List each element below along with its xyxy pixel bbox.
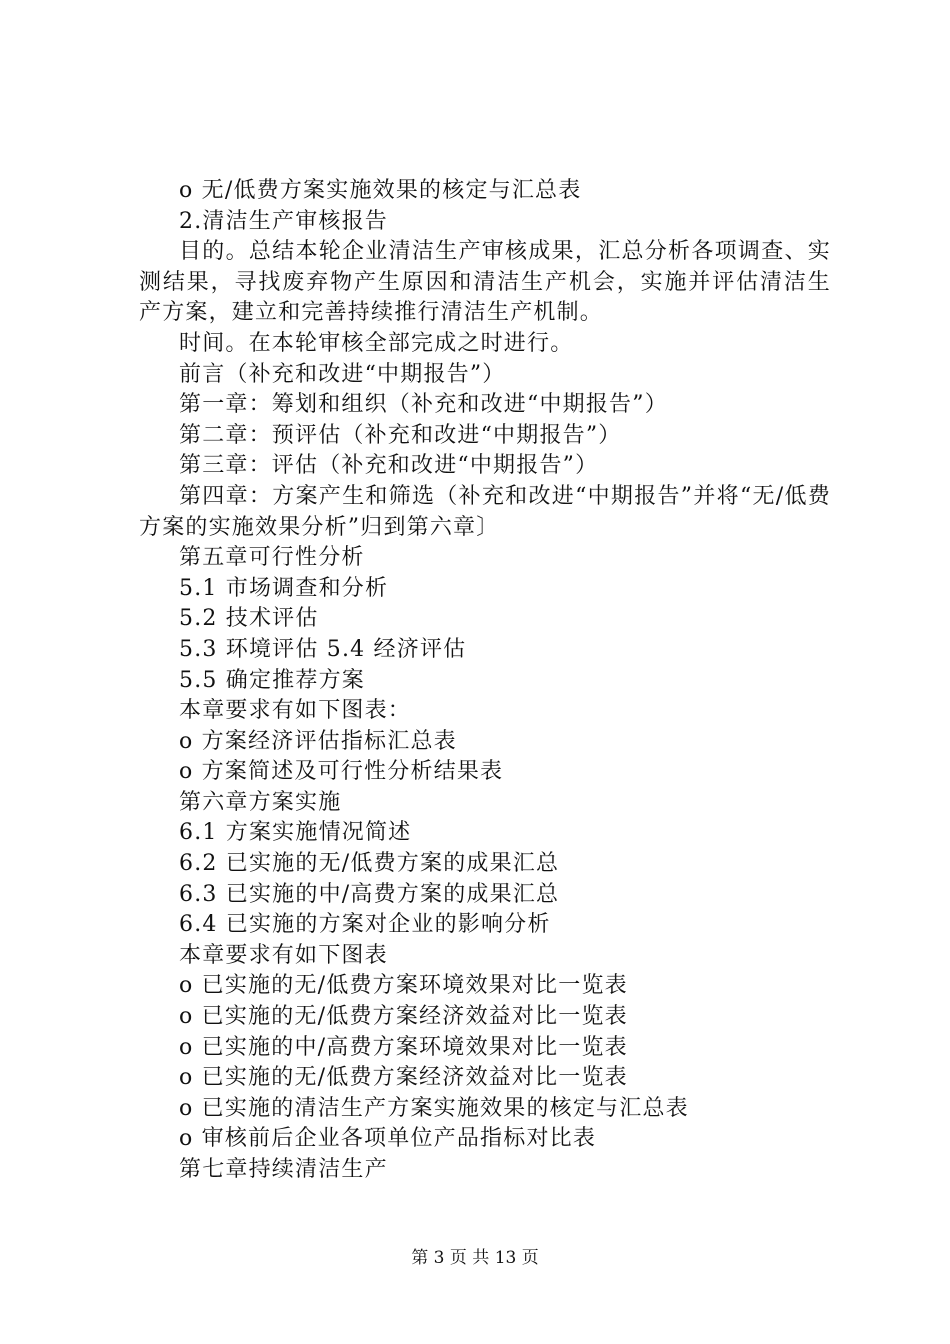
list-item: 5.1 市场调查和分析 bbox=[179, 575, 389, 601]
text-line: o 无/低费方案实施效果的核定与汇总表 bbox=[179, 178, 582, 203]
purpose-paragraph: 目的。总结本轮企业清洁生产审核成果，汇总分析各项调查、实测结果，寻找废弃物产生原因和清洁生产机会，实施并评估清洁生产方案，建立和完善持续推行清洁生产机制。 bbox=[139, 239, 831, 326]
chapter-heading: 第三章：评估（补充和改进“中期报告”） bbox=[179, 453, 599, 479]
list-item: 6.4 已实施的方案对企业的影响分析 bbox=[179, 912, 551, 938]
list-item: 6.2 已实施的无/低费方案的成果汇总 bbox=[179, 851, 560, 877]
list-item: 5.5 确定推荐方案 bbox=[179, 667, 365, 693]
chapter-heading: 第四章：方案产生和筛选（补充和改进“中期报告”并将“无/低费方案的实施效果分析”归到第六章〕 bbox=[139, 483, 831, 540]
chapter-heading: 第二章：预评估（补充和改进“中期报告”） bbox=[179, 422, 622, 448]
text-line: 本章要求有如下图表 bbox=[179, 942, 388, 968]
list-item: o 已实施的无/低费方案经济效益对比一览表 bbox=[179, 1004, 628, 1030]
list-item: o 已实施的无/低费方案经济效益对比一览表 bbox=[179, 1065, 628, 1091]
chapter-heading: 第一章：筹划和组织（补充和改进“中期报告”） bbox=[179, 392, 668, 418]
list-item: 6.3 已实施的中/高费方案的成果汇总 bbox=[179, 881, 560, 907]
list-item: 5.2 技术评估 bbox=[179, 606, 319, 632]
list-item: 5.3 环境评估 5.4 经济评估 bbox=[179, 636, 467, 662]
list-item: o 审核前后企业各项单位产品指标对比表 bbox=[179, 1126, 597, 1152]
list-item: o 方案经济评估指标汇总表 bbox=[179, 728, 457, 754]
text-line: 前言（补充和改进“中期报告”） bbox=[179, 361, 506, 387]
list-item: o 已实施的无/低费方案环境效果对比一览表 bbox=[179, 973, 628, 999]
chapter-heading: 第七章持续清洁生产 bbox=[179, 1157, 388, 1182]
list-item: 6.1 方案实施情况简述 bbox=[179, 820, 412, 846]
list-item: o 已实施的中/高费方案环境效果对比一览表 bbox=[179, 1034, 628, 1060]
section-heading: 2.清洁生产审核报告 bbox=[179, 208, 388, 234]
page-number-footer: 第 3 页 共 13 页 bbox=[411, 1248, 539, 1268]
list-item: o 已实施的清洁生产方案实施效果的核定与汇总表 bbox=[179, 1095, 689, 1121]
text-line: 本章要求有如下图表： bbox=[179, 698, 412, 724]
chapter-heading: 第六章方案实施 bbox=[179, 789, 342, 815]
document-body bbox=[139, 176, 831, 1186]
list-item: o 方案简述及可行性分析结果表 bbox=[179, 759, 504, 785]
chapter-heading: 第五章可行性分析 bbox=[179, 545, 365, 571]
text-line: 时间。在本轮审核全部完成之时进行。 bbox=[179, 330, 574, 356]
